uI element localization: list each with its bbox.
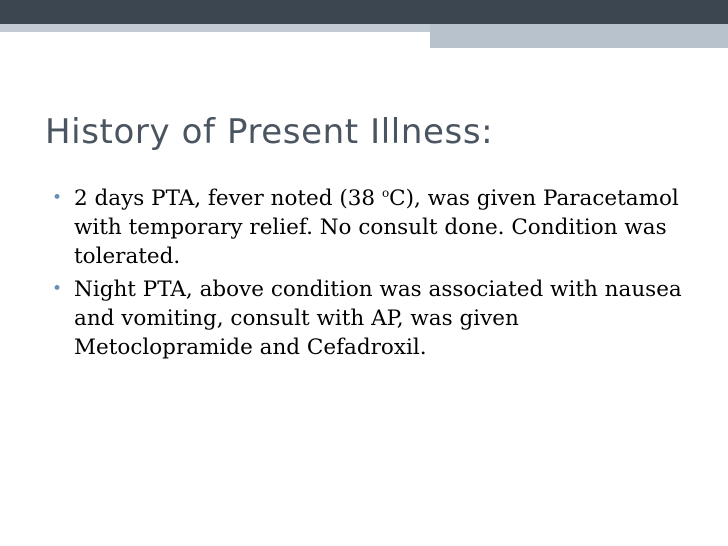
bullet-dot-icon: • — [52, 188, 63, 208]
bullet-list — [52, 184, 702, 366]
bullet-1-text-part-1: 2 days PTA, fever noted (38 — [74, 186, 382, 211]
bullet-2-text: Night PTA, above condition was associated with nausea and vomiting, consult with AP, was given Metoclopramide and Cefadroxil. — [74, 277, 682, 360]
degree-superscript: o — [381, 185, 390, 200]
slide-title: History of Present Illness: — [45, 112, 494, 152]
bullet-1-text-part-2: C), was given Paracetamol with temporary relief. No consult done. Condition was tolerated. — [74, 186, 679, 269]
header-band — [0, 0, 728, 24]
header-accent-band-left — [0, 24, 430, 32]
bullet-dot-icon: • — [52, 279, 63, 299]
bullet-item-2 — [52, 275, 702, 362]
bullet-item-1 — [52, 184, 702, 271]
header-accent-band-right — [430, 24, 728, 48]
